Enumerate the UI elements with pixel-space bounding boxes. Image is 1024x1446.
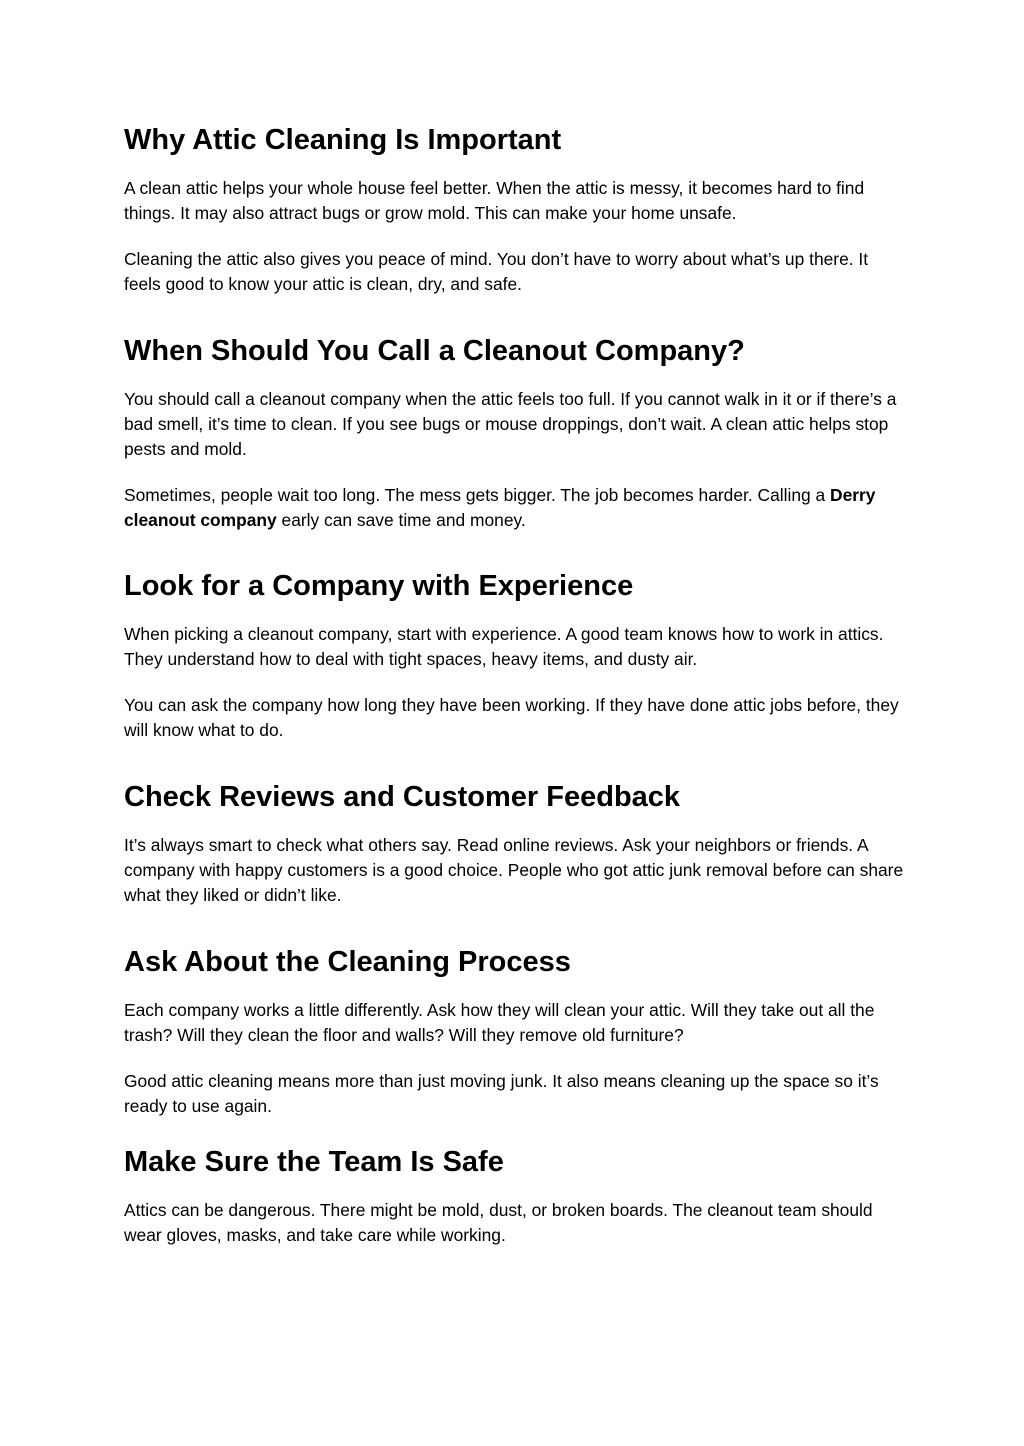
paragraph: It’s always smart to check what others say. Read online reviews. Ask your neighbors or friends. A company with happy customers is a good choice. People who got attic junk removal before can share what they liked or didn’t like. [124, 835, 904, 905]
section-heading: Look for a Company with Experience [124, 570, 634, 602]
paragraph-text: early can save time and money. [276, 510, 526, 530]
section-heading: Check Reviews and Customer Feedback [124, 781, 681, 813]
section-team-safety [124, 1144, 904, 1248]
section-heading: When Should You Call a Cleanout Company? [124, 335, 745, 367]
paragraph: Each company works a little differently. Ask how they will clean your attic. Will they take out all the trash? Will they clean the floor and walls? Will they remove old furniture? [124, 1000, 875, 1045]
paragraph: Good attic cleaning means more than just moving junk. It also means cleaning up the space so it’s ready to use again. [124, 1071, 879, 1116]
section-when-to-call [124, 333, 904, 533]
paragraph-text: Sometimes, people wait too long. The mess gets bigger. The job becomes harder. Calling a [124, 485, 831, 505]
paragraph: Attics can be dangerous. There might be mold, dust, or broken boards. The cleanout team should wear gloves, masks, and take care while working. [124, 1200, 873, 1245]
paragraph: You can ask the company how long they have been working. If they have done attic jobs before, they will know what to do. [124, 695, 899, 740]
section-heading: Why Attic Cleaning Is Important [124, 124, 562, 156]
section-heading: Ask About the Cleaning Process [124, 946, 571, 978]
section-cleaning-process [124, 944, 904, 1119]
paragraph-with-bold [124, 483, 904, 533]
paragraph: Cleaning the attic also gives you peace of mind. You don’t have to worry about what’s up there. It feels good to know your attic is clean, dry, and safe. [124, 249, 869, 294]
paragraph: A clean attic helps your whole house feel better. When the attic is messy, it becomes hard to find things. It may also attract bugs or grow mold. This can make your home unsafe. [124, 178, 865, 223]
bold-phrase: Derry cleanout company [124, 485, 876, 530]
paragraph: You should call a cleanout company when the attic feels too full. If you cannot walk in it or if there’s a bad smell, it’s time to clean. If you see bugs or mouse droppings, don’t wait. A clean attic helps stop pests and mold. [124, 389, 897, 459]
section-experience [124, 568, 904, 743]
section-why-attic-cleaning [124, 122, 904, 297]
section-reviews [124, 779, 904, 908]
paragraph: When picking a cleanout company, start with experience. A good team knows how to work in attics. They understand how to deal with tight spaces, heavy items, and dusty air. [124, 624, 884, 669]
section-heading: Make Sure the Team Is Safe [124, 1146, 504, 1178]
